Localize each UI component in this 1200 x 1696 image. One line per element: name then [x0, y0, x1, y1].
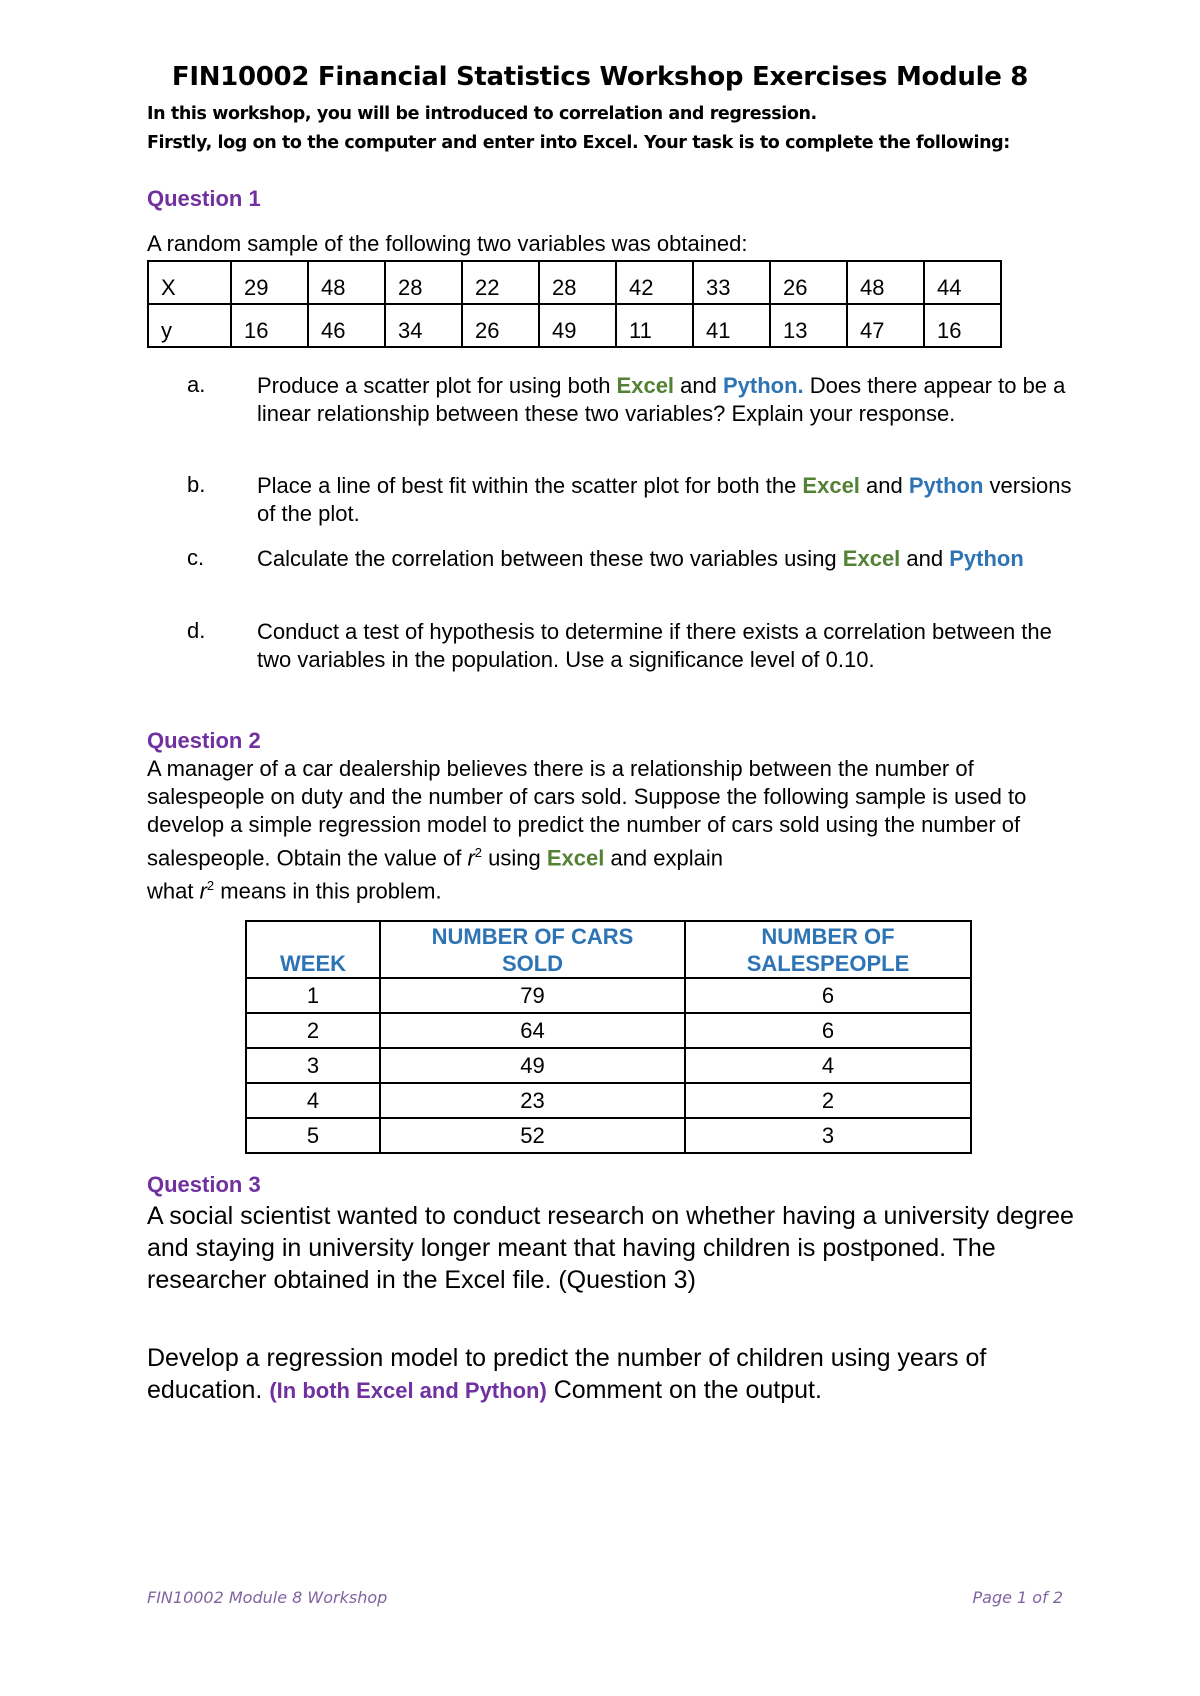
item-c-label: c.: [187, 545, 205, 570]
sales-table: [245, 920, 972, 1154]
y-row: [148, 304, 1001, 347]
item-c-text: Calculate the correlation between these two variables using Excel and Python: [257, 546, 1024, 571]
question-2-heading: Question 2: [147, 728, 261, 753]
footer-page-number: Page 1 of 2: [972, 1588, 1063, 1607]
y-cell: 49: [539, 304, 616, 347]
y-cell: 13: [770, 304, 847, 347]
x-cell: 29: [231, 261, 308, 304]
table-row: [246, 1118, 971, 1153]
item-a-text: Produce a scatter plot for using both Excel and Python. Does there appear to be a linear relationship between these two variables? Explain your response.: [257, 373, 1066, 426]
question-1-prompt: A random sample of the following two variables was obtained:: [147, 231, 748, 256]
x-label-cell: X: [148, 261, 231, 304]
y-cell: 16: [231, 304, 308, 347]
x-cell: 33: [693, 261, 770, 304]
page-title: FIN10002 Financial Statistics Workshop Exercises Module 8: [171, 62, 1029, 92]
item-b-label: b.: [187, 472, 206, 497]
question-1-heading: Question 1: [147, 186, 261, 211]
header-salespeople: NUMBER OF SALESPEOPLE: [685, 921, 971, 978]
salespeople-cell: 2: [685, 1083, 971, 1118]
table-row: [246, 1048, 971, 1083]
intro-line-1: In this workshop, you will be introduced to correlation and regression.: [147, 104, 817, 124]
cars-cell: 49: [380, 1048, 685, 1083]
x-cell: 44: [924, 261, 1001, 304]
footer-left: FIN10002 Module 8 Workshop: [147, 1588, 388, 1607]
y-cell: 47: [847, 304, 924, 347]
x-cell: 28: [385, 261, 462, 304]
y-cell: 34: [385, 304, 462, 347]
question-3-text-1: A social scientist wanted to conduct research on whether having a university degree and staying in university longer meant that having children is postponed. The researcher obtained in the Excel file. (Question 3): [147, 1202, 1074, 1294]
cars-cell: 52: [380, 1118, 685, 1153]
xy-data-table: [147, 260, 1002, 348]
x-cell: 22: [462, 261, 539, 304]
week-cell: 5: [246, 1118, 380, 1153]
y-cell: 16: [924, 304, 1001, 347]
x-cell: 42: [616, 261, 693, 304]
x-row: [148, 261, 1001, 304]
sales-table-header: [246, 921, 971, 978]
item-b-text: Place a line of best fit within the scatter plot for both the Excel and Python versions of the plot.: [257, 473, 1072, 526]
y-cell: 26: [462, 304, 539, 347]
cars-cell: 64: [380, 1013, 685, 1048]
y-cell: 46: [308, 304, 385, 347]
table-row: [246, 1083, 971, 1118]
salespeople-cell: 6: [685, 978, 971, 1013]
cars-cell: 23: [380, 1083, 685, 1118]
week-cell: 4: [246, 1083, 380, 1118]
salespeople-cell: 3: [685, 1118, 971, 1153]
item-d-label: d.: [187, 618, 206, 643]
y-cell: 41: [693, 304, 770, 347]
question-3-heading: Question 3: [147, 1172, 261, 1197]
x-cell: 26: [770, 261, 847, 304]
table-row: [246, 978, 971, 1013]
header-week: WEEK: [246, 921, 380, 978]
week-cell: 2: [246, 1013, 380, 1048]
cars-cell: 79: [380, 978, 685, 1013]
table-row: [246, 1013, 971, 1048]
y-label-cell: y: [148, 304, 231, 347]
intro-line-2: Firstly, log on to the computer and enter into Excel. Your task is to complete the following:: [147, 133, 1010, 153]
item-d-text: Conduct a test of hypothesis to determine if there exists a correlation between the two variables in the population. Use a significance level of 0.10.: [257, 619, 1052, 672]
item-a-label: a.: [187, 372, 206, 397]
x-cell: 28: [539, 261, 616, 304]
y-cell: 11: [616, 304, 693, 347]
x-cell: 48: [847, 261, 924, 304]
salespeople-cell: 6: [685, 1013, 971, 1048]
salespeople-cell: 4: [685, 1048, 971, 1083]
header-cars-sold: NUMBER OF CARS SOLD: [380, 921, 685, 978]
question-2-text: A manager of a car dealership believes there is a relationship between the number of salespeople on duty and the number of cars sold. Suppose the following sample is used to develop a simple regression model to predict the number of cars sold using the number of salespeople. Obtain the value of $r^2$ using Excel and explain what $r^2$ means in this problem.: [147, 756, 1027, 904]
question-3-text-2: Develop a regression model to predict the number of children using years of education. (In both Excel and Python) Comment on the output.: [147, 1344, 987, 1404]
week-cell: 3: [246, 1048, 380, 1083]
x-cell: 48: [308, 261, 385, 304]
week-cell: 1: [246, 978, 380, 1013]
